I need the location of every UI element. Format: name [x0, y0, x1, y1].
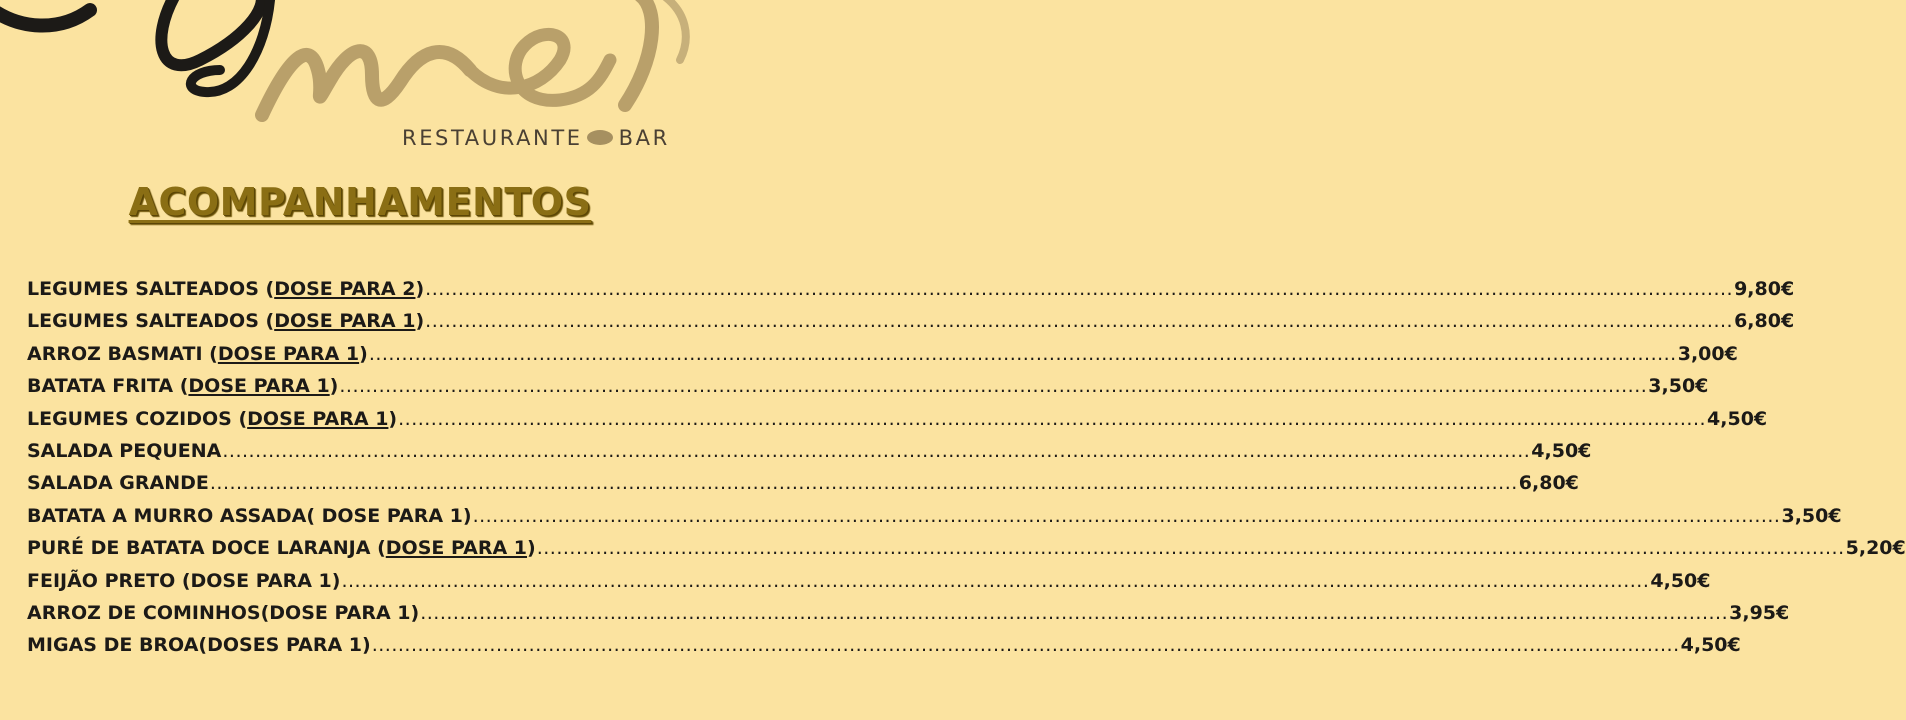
- item-name-text: ARROZ BASMATI (: [27, 342, 218, 365]
- menu-item-name: [27, 570, 340, 592]
- menu-item-name: [27, 440, 221, 462]
- menu-item: [27, 537, 1906, 569]
- menu-item-name: [27, 472, 209, 494]
- dot-leader: ........................................................................................................................................................................................................: [371, 634, 1680, 657]
- menu-item-price: 3,95€: [1729, 601, 1790, 624]
- menu-item-name: [27, 278, 424, 300]
- menu-item-price: 5,20€: [1845, 537, 1906, 560]
- item-name-suffix: ): [329, 375, 339, 398]
- subtitle-restaurante: RESTAURANTE: [402, 126, 583, 150]
- menu-item-name: [27, 537, 536, 559]
- item-name-text: LEGUMES SALTEADOS (: [27, 278, 275, 300]
- item-name-text: ARROZ DE COMINHOS(DOSE PARA 1): [27, 601, 420, 624]
- menu-item-price: 3,50€: [1648, 375, 1709, 398]
- item-name-text: BATATA A MURRO ASSADA( DOSE PARA 1): [27, 504, 472, 527]
- dot-leader: ........................................................................................................................................................................................................: [425, 310, 1734, 333]
- item-portion-note: DOSE PARA 1: [385, 537, 528, 560]
- menu-item: [27, 278, 1795, 310]
- dot-leader: ........................................................................................................................................................................................................: [209, 472, 1518, 495]
- item-name-text: FEIJÃO PRETO (DOSE PARA 1): [27, 569, 341, 592]
- menu-item: [27, 407, 1768, 440]
- menu-item: [27, 439, 1592, 472]
- dot-leader: ........................................................................................................................................................................................................: [368, 342, 1677, 365]
- item-name-text: BATATA FRITA (: [27, 375, 189, 398]
- item-name-text: LEGUMES COZIDOS (: [27, 407, 248, 430]
- restaurant-logo: [0, 0, 720, 160]
- logo-dot-icon: [587, 130, 613, 145]
- item-portion-note: DOSE PARA 2: [274, 278, 416, 300]
- item-name-suffix: ): [415, 278, 425, 300]
- menu-item: [27, 375, 1709, 407]
- menu-item-name: [27, 375, 338, 397]
- menu-item-name: [27, 634, 371, 656]
- item-portion-note: DOSE PARA 1: [247, 407, 389, 430]
- item-portion-note: DOSE PARA 1: [217, 342, 360, 365]
- dot-leader: ........................................................................................................................................................................................................: [425, 278, 1734, 300]
- menu-item: [27, 504, 1842, 537]
- menu-item-price: 9,80€: [1734, 278, 1795, 300]
- dot-leader: ........................................................................................................................................................................................................: [472, 504, 1781, 527]
- dot-leader: ........................................................................................................................................................................................................: [222, 439, 1531, 462]
- menu-item: [27, 310, 1795, 342]
- menu-item-price: 6,80€: [1518, 472, 1579, 495]
- menu-item-price: 4,50€: [1650, 569, 1711, 592]
- section-title: ACOMPANHAMENTOS: [128, 180, 592, 224]
- item-name-suffix: ): [359, 342, 368, 365]
- dot-leader: ........................................................................................................................................................................................................: [536, 537, 1845, 560]
- item-portion-note: DOSE PARA 1: [188, 375, 330, 398]
- dot-leader: ........................................................................................................................................................................................................: [339, 375, 1648, 398]
- dot-leader: ........................................................................................................................................................................................................: [341, 569, 1650, 592]
- menu-list: [27, 278, 1906, 667]
- item-name-text: PURÉ DE BATATA DOCE LARANJA (: [27, 537, 386, 560]
- item-portion-note: DOSE PARA 1: [274, 310, 416, 333]
- menu-item: [27, 342, 1738, 375]
- item-name-text: MIGAS DE BROA(DOSES PARA 1): [27, 634, 371, 657]
- item-name-text: SALADA GRANDE: [27, 472, 209, 495]
- section-heading: [0, 180, 720, 224]
- menu-item-price: 3,00€: [1677, 342, 1738, 365]
- menu-item-price: 4,50€: [1707, 407, 1768, 430]
- menu-item-price: 4,50€: [1531, 439, 1592, 462]
- logo-subtitle: [402, 126, 670, 150]
- dot-leader: ........................................................................................................................................................................................................: [398, 407, 1707, 430]
- menu-item-name: [27, 602, 419, 624]
- item-name-text: LEGUMES SALTEADOS (: [27, 310, 275, 333]
- menu-item: [27, 569, 1711, 602]
- menu-item-name: [27, 408, 397, 430]
- menu-item: [27, 601, 1790, 634]
- menu-item: [27, 634, 1741, 666]
- menu-item-name: [27, 343, 368, 365]
- menu-item-name: [27, 310, 424, 332]
- menu-item-price: 4,50€: [1680, 634, 1741, 657]
- menu-item: [27, 472, 1579, 504]
- menu-item-price: 6,80€: [1734, 310, 1795, 333]
- item-name-text: SALADA PEQUENA: [27, 439, 222, 462]
- dot-leader: ........................................................................................................................................................................................................: [420, 601, 1729, 624]
- menu-item-price: 3,50€: [1781, 504, 1842, 527]
- subtitle-bar: BAR: [618, 126, 670, 150]
- item-name-suffix: ): [388, 407, 398, 430]
- item-name-suffix: ): [415, 310, 425, 333]
- item-name-suffix: ): [527, 537, 536, 560]
- menu-item-name: [27, 505, 472, 527]
